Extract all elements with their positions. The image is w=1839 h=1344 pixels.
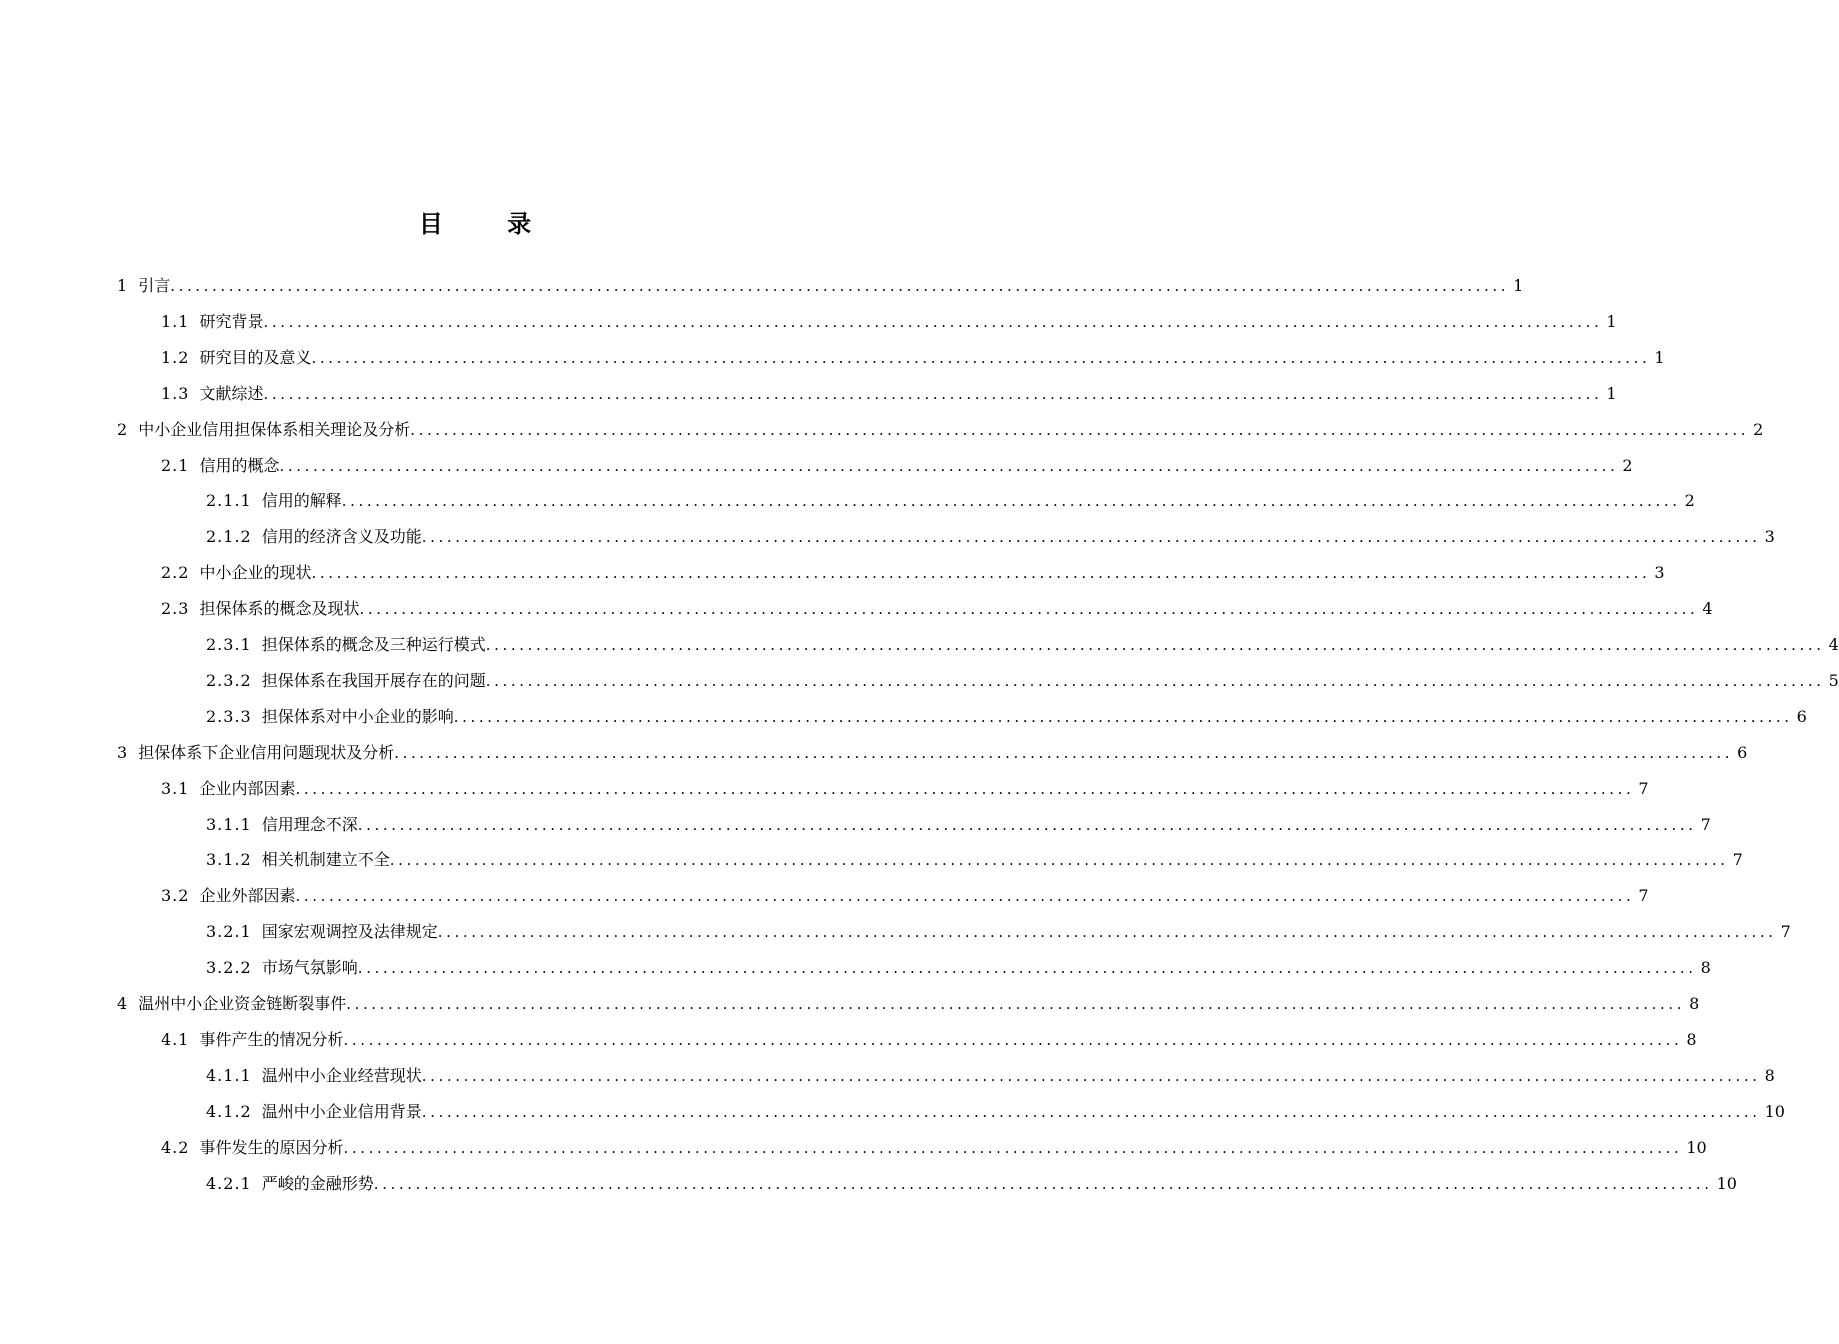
toc-entry[interactable] [161,555,1665,591]
toc-entry-number: 3.2 [161,886,190,906]
toc-entry[interactable] [206,627,1839,663]
toc-entry-page-number: 3 [1764,527,1775,547]
toc-entry-page-number: 7 [1638,886,1649,906]
dot-leader: ................................................................................................................................................................ [421,528,1761,547]
toc-entry-number: 4.1.1 [206,1065,252,1085]
toc-entry-title: 温州中小企业信用背景 [261,1101,422,1121]
toc-entry-title: 担保体系下企业信用问题现状及分析 [138,742,395,762]
toc-entry[interactable] [117,268,1524,304]
toc-entry-title: 信用的解释 [261,491,342,511]
toc-entry-page-number: 10 [1764,1101,1785,1121]
toc-entry-title: 担保体系的概念及三种运行模式 [261,635,486,654]
toc-entry-number: 1.3 [161,383,190,403]
toc-entry-title: 信用理念不深 [261,814,358,834]
toc-entry-page-number: 1 [1513,276,1524,295]
dot-leader: ................................................................................................................................................................ [311,348,1651,367]
dot-leader: ................................................................................................................................................................ [421,1102,1761,1121]
toc-entry[interactable] [206,842,1743,878]
toc-entry[interactable] [206,1058,1775,1094]
toc-entry[interactable] [206,483,1695,519]
toc-entry[interactable] [117,412,1764,448]
toc-entry-page-number: 7 [1700,814,1711,834]
toc-entry-number: 2.1.2 [206,527,252,547]
toc-entry-page-number: 6 [1737,742,1748,762]
toc-entry-page-number: 3 [1654,563,1665,583]
toc-entry-title: 引言 [138,276,171,295]
toc-entry-page-number: 4 [1702,599,1713,619]
toc-entry[interactable] [206,914,1791,950]
toc-entry-page-number: 8 [1764,1065,1775,1085]
toc-entry-number: 2.1.1 [206,491,252,511]
dot-leader: ................................................................................................................................................................ [170,277,1510,295]
toc-entry-title: 企业外部因素 [199,886,296,906]
toc-entry-number: 2 [117,419,129,439]
dot-leader: ................................................................................................................................................................ [437,923,1777,942]
toc-entry-number: 3.2.1 [206,922,252,942]
toc-entry-page-number: 8 [1686,1029,1697,1049]
toc-entry-page-number: 7 [1780,922,1791,942]
toc-entry-title: 担保体系在我国开展存在的问题 [261,670,486,690]
toc-entry-number: 3.1 [161,778,190,798]
toc-entry-number: 4.2.1 [206,1173,252,1193]
toc-entry-title: 相关机制建立不全 [261,850,390,870]
dot-leader: ................................................................................................................................................................ [485,671,1825,690]
toc-entry-number: 3.1.2 [206,850,252,870]
dot-leader: ................................................................................................................................................................ [373,1174,1713,1193]
toc-entry-page-number: 7 [1732,850,1743,870]
toc-entry-page-number: 1 [1654,347,1665,367]
dot-leader: ................................................................................................................................................................ [343,1030,1683,1049]
toc-entry-title: 温州中小企业经营现状 [261,1065,422,1085]
toc-entry-title: 中小企业信用担保体系相关理论及分析 [138,419,411,439]
toc-entry-number: 2.2 [161,563,190,583]
toc-entry[interactable] [161,304,1617,340]
toc-entry-number: 2.1 [161,455,190,475]
toc-entry[interactable] [206,807,1711,843]
toc-entry-title: 市场气氛影响 [261,958,358,978]
toc-entry-number: 3.2.2 [206,958,252,978]
toc-entry[interactable] [117,986,1700,1022]
dot-leader: ................................................................................................................................................................ [453,707,1793,726]
dot-leader: ................................................................................................................................................................ [410,420,1750,439]
toc-entry-title: 企业内部因素 [199,778,296,798]
toc-entry[interactable] [206,663,1839,699]
toc-entry-page-number: 10 [1686,1137,1707,1157]
toc-entry-page-number: 8 [1700,958,1711,978]
dot-leader: ................................................................................................................................................................ [357,959,1697,978]
toc-entry-number: 2.3.1 [206,635,252,654]
toc-entry-number: 3 [117,742,129,762]
toc-entry[interactable] [206,519,1775,555]
toc-entry[interactable] [161,771,1649,807]
toc-entry-title: 担保体系的概念及现状 [199,599,360,619]
toc-entry-page-number: 5 [1828,670,1839,690]
toc-entry[interactable] [161,340,1665,376]
toc-entry-title: 研究背景 [199,311,264,331]
dot-leader: ................................................................................................................................................................ [263,312,1603,331]
toc-entry-number: 3.1.1 [206,814,252,834]
toc-entry-number: 2.3.2 [206,670,252,690]
dot-leader: ................................................................................................................................................................ [343,1138,1683,1157]
toc-entry[interactable] [161,376,1617,412]
toc-entry-page-number: 2 [1684,491,1695,511]
dot-leader: ................................................................................................................................................................ [263,384,1603,403]
dot-leader: ................................................................................................................................................................ [279,456,1619,475]
toc-entry[interactable] [161,591,1713,627]
toc-entry-number: 2.3.3 [206,706,252,726]
dot-leader: ................................................................................................................................................................ [311,564,1651,583]
dot-leader: ................................................................................................................................................................ [346,995,1686,1013]
toc-entry-title: 担保体系对中小企业的影响 [261,706,454,726]
dot-leader: ................................................................................................................................................................ [359,600,1699,619]
toc-entry-title: 研究目的及意义 [199,347,312,367]
toc-entry-number: 4.2 [161,1137,190,1157]
toc-entry[interactable] [161,1130,1707,1166]
toc-entry-title: 事件发生的原因分析 [199,1137,344,1157]
toc-entry-number: 4.1.2 [206,1101,252,1121]
toc-entry-number: 2.3 [161,599,190,619]
dot-leader: ................................................................................................................................................................ [389,851,1729,870]
toc-entry-title: 严峻的金融形势 [261,1173,374,1193]
toc-entry-number: 1.1 [161,311,190,331]
toc-entry-page-number: 2 [1753,419,1764,439]
dot-leader: ................................................................................................................................................................ [485,636,1825,654]
dot-leader: ................................................................................................................................................................ [295,779,1635,798]
toc-entry-title: 信用的概念 [199,455,280,475]
toc-entry[interactable] [161,878,1649,914]
toc-entry-title: 文献综述 [199,383,264,403]
toc-entry-page-number: 8 [1689,994,1700,1013]
toc-entry[interactable] [161,1022,1697,1058]
dot-leader: ................................................................................................................................................................ [357,815,1697,834]
toc-entry[interactable] [206,1166,1737,1202]
toc-entry-title: 温州中小企业资金链断裂事件 [138,994,347,1013]
toc-entry-page-number: 1 [1606,383,1617,403]
toc-entry[interactable] [206,950,1711,986]
toc-entry-title: 信用的经济含义及功能 [261,527,422,547]
toc-entry[interactable] [206,1094,1785,1130]
toc-entry-number: 4.1 [161,1029,190,1049]
toc-entry-number: 1 [117,276,129,295]
dot-leader: ................................................................................................................................................................ [394,743,1734,762]
toc-entry-page-number: 4 [1828,635,1839,654]
toc-entry-number: 4 [117,994,129,1013]
toc-entry-page-number: 7 [1638,778,1649,798]
toc-entry[interactable] [161,448,1633,484]
toc-entry[interactable] [206,699,1807,735]
toc-entry-page-number: 1 [1606,311,1617,331]
toc-entry-title: 事件产生的情况分析 [199,1029,344,1049]
page-title: 目 录 [418,210,560,238]
toc-entry-page-number: 10 [1716,1173,1737,1193]
toc-entry-page-number: 6 [1796,706,1807,726]
toc-entry-title: 国家宏观调控及法律规定 [261,922,438,942]
dot-leader: ................................................................................................................................................................ [341,492,1681,511]
toc-entry-number: 1.2 [161,347,190,367]
toc-entry[interactable] [117,735,1748,771]
toc-entry-title: 中小企业的现状 [199,563,312,583]
dot-leader: ................................................................................................................................................................ [421,1066,1761,1085]
toc-entry-page-number: 2 [1622,455,1633,475]
dot-leader: ................................................................................................................................................................ [295,887,1635,906]
